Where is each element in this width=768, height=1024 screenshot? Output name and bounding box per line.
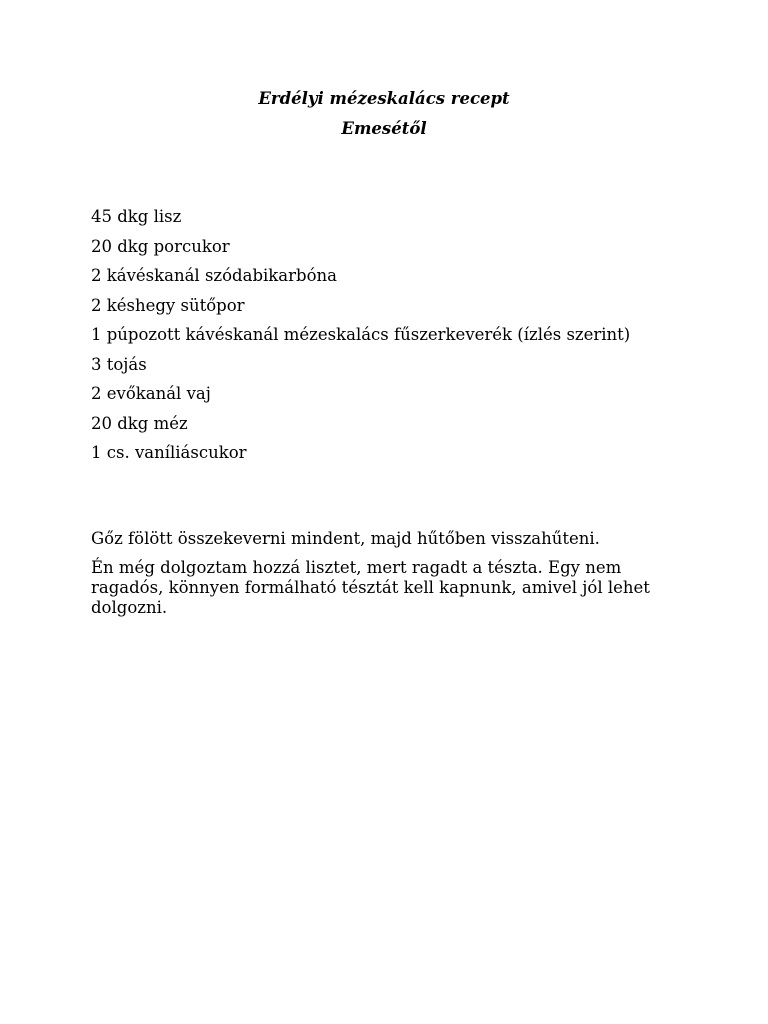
ingredient-list bbox=[91, 202, 731, 468]
ingredient-item: 1 cs. vaníliáscukor bbox=[91, 443, 247, 462]
ingredient-item: 20 dkg porcukor bbox=[91, 236, 230, 256]
ingredient-item: 3 tojás bbox=[91, 354, 147, 374]
instruction-paragraph: Én még dolgoztam hozzá lisztet, mert ragadt a tészta. Egy nem ragadós, könnyen formálható tésztát kell kapnunk, amivel jól lehet dolgozni. bbox=[91, 558, 650, 617]
instructions bbox=[91, 529, 681, 627]
ingredient-item: 2 evőkanál vaj bbox=[91, 384, 211, 403]
ingredient-item: 2 kávéskanál szódabikarbóna bbox=[91, 266, 337, 285]
title-block bbox=[0, 84, 768, 144]
ingredient-item: 2 késhegy sütőpor bbox=[91, 295, 245, 315]
ingredient-item: 1 púpozott kávéskanál mézeskalács fűszerkeverék (ízlés szerint) bbox=[91, 325, 631, 344]
document-title: Erdélyi mézeskalács recept bbox=[258, 89, 510, 108]
document-subtitle: Emesétől bbox=[341, 119, 427, 138]
instruction-paragraph: Gőz fölött összekeverni mindent, majd hűtőben visszahűteni. bbox=[91, 529, 600, 548]
ingredient-item: 20 dkg méz bbox=[91, 413, 188, 433]
ingredient-item: 45 dkg lisz bbox=[91, 207, 182, 226]
